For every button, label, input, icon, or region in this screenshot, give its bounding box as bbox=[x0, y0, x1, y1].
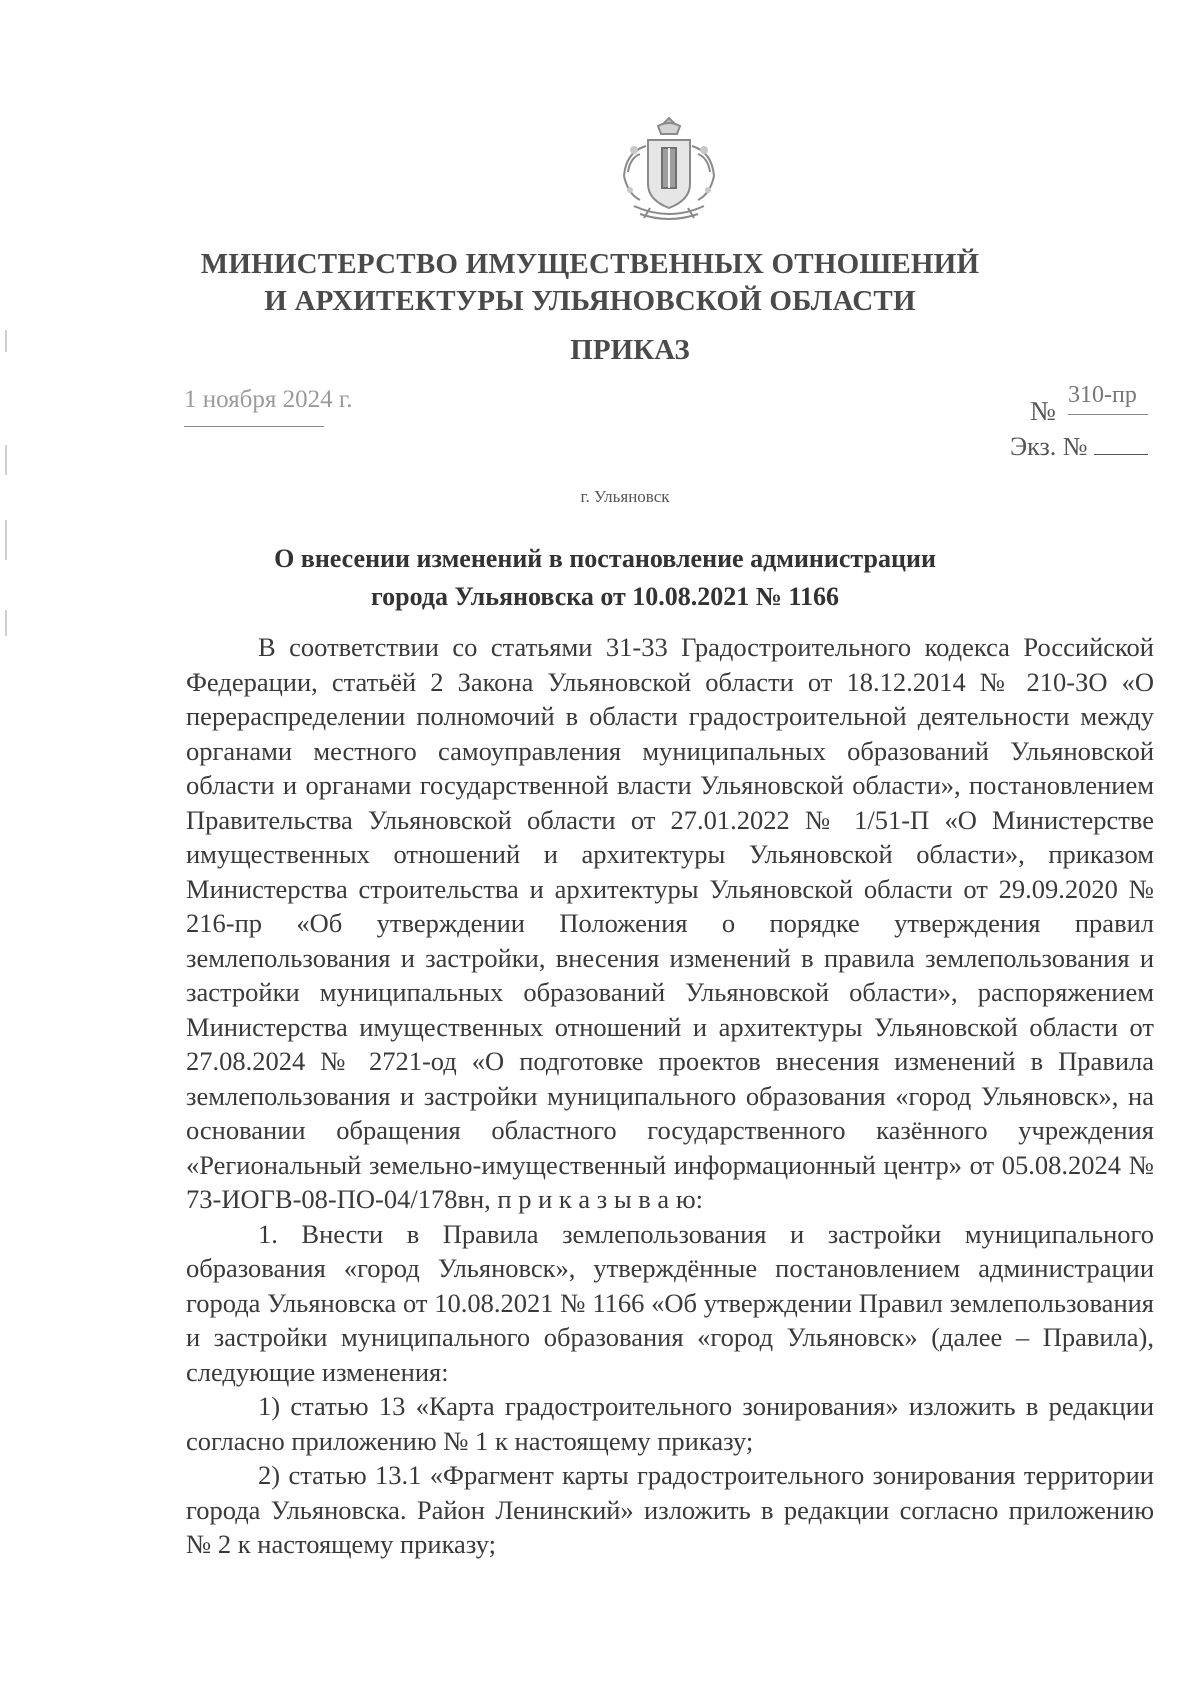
scan-speck bbox=[5, 445, 7, 475]
coat-of-arms-emblem bbox=[610, 110, 728, 228]
number-underline bbox=[1068, 414, 1148, 415]
subject-line-1: О внесении изменений в постановление администрации bbox=[274, 544, 936, 573]
ministry-line-1: МИНИСТЕРСТВО ИМУЩЕСТВЕННЫХ ОТНОШЕНИЙ bbox=[200, 248, 980, 280]
date-underline bbox=[184, 426, 324, 427]
subitem-2-paragraph: 2) статью 13.1 «Фрагмент карты градостроительного зонирования территории города Ульяновска. Район Ленинский» изложить в редакции согласно приложению № 2 к настоящему приказу; bbox=[186, 1460, 1154, 1559]
scan-speck bbox=[5, 610, 7, 636]
preamble-paragraph: В соответствии со статьями 31-33 Градостроительного кодекса Российской Федерации, статьёй 2 Закона Ульяновской области от 18.12.2014 № 210-ЗО «О перераспределении полномочий в области градостроительной деятельности между органами местного самоуправления муниципальных образований Ульяновской области и органами государственной власти Ульяновской области», постановлением Правительства Ульяновской области от 27.01.2022 № 1/51-П «О Министерстве имущественных отношений и архитектуры Ульяновской области», приказом Министерства строительства и архитектуры Ульяновской области от 29.09.2020 № 216-пр «Об утверждении Положения о порядке утверждения правил землепользования и застройки, внесения изменений в правила землепользования и застройки муниципальных образований Ульяновской области», распоряжением Министерства имущественных отношений и архитектуры Ульяновской области от 27.08.2024 № 2721-од «О подготовке проектов внесения изменений в Правила землепользования и застройки муниципального образования «город Ульяновск», на основании обращения областного государственного казённого учреждения «Региональный земельно-имущественный информационный центр» от 05.08.2024 № 73-ИОГВ-08-ПО-04/178вн, п р и к а з ы в а ю: bbox=[186, 632, 1154, 1214]
item-1-paragraph: 1. Внести в Правила землепользования и застройки муниципального образования «город Ульяновск», утверждённые постановлением администрации города Ульяновска от 10.08.2021 № 1166 «Об утверждении Правил землепользования и застройки муниципального образования «город Ульяновск» (далее – Правила), следующие изменения: bbox=[186, 1218, 1154, 1387]
ministry-line-2: И АРХИТЕКТУРЫ УЛЬЯНОВСКОЙ ОБЛАСТИ bbox=[264, 285, 916, 317]
city: г. Ульяновск bbox=[580, 487, 670, 506]
scan-speck bbox=[5, 330, 7, 352]
copy-number-blank bbox=[1094, 434, 1148, 455]
subitem-1-paragraph: 1) статью 13 «Карта градостроительного зонирования» изложить в редакции согласно приложению № 1 к настоящему приказу; bbox=[186, 1391, 1154, 1456]
subject-line-2: города Ульяновска от 10.08.2021 № 1166 bbox=[370, 582, 839, 611]
copy-number bbox=[1010, 432, 1148, 462]
document-type: ПРИКАЗ bbox=[570, 334, 690, 366]
order-body bbox=[186, 630, 1154, 1562]
order-subject bbox=[200, 540, 1010, 616]
copy-label: Экз. № bbox=[1010, 432, 1088, 461]
order-date: 1 ноября 2024 г. bbox=[184, 386, 353, 413]
order-number: 310-пр bbox=[1068, 382, 1137, 408]
scan-speck bbox=[5, 520, 7, 560]
number-sign: № bbox=[1030, 396, 1056, 426]
ministry-name bbox=[200, 246, 980, 320]
